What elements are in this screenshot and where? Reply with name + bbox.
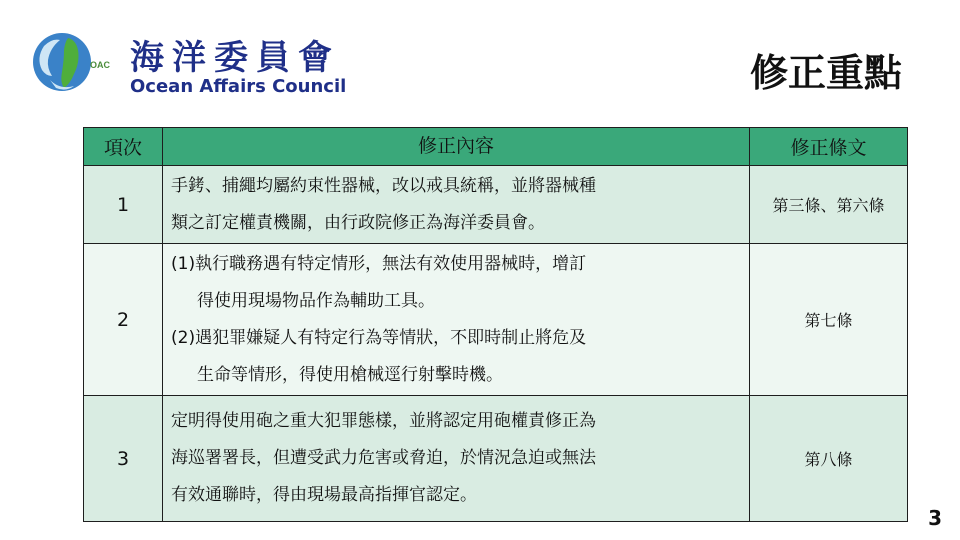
row-number: 2: [84, 244, 163, 396]
logo-english-name: Ocean Affairs Council: [130, 76, 347, 97]
content-line: 海巡署署長，但遭受武力危害或脅迫，於情況急迫或無法: [171, 448, 596, 468]
row-article: 第三條、第六條: [750, 166, 908, 244]
row-article: 第八條: [750, 396, 908, 522]
logo-chinese-name: 海洋委員會: [130, 38, 340, 78]
table-row: [84, 166, 908, 244]
row-number: 3: [84, 396, 163, 522]
header-content: 修正內容: [163, 128, 750, 166]
amendment-table: [83, 127, 908, 522]
content-line: 得使用現場物品作為輔助工具。: [197, 290, 435, 311]
content-line: (2)遇犯罪嫌疑人有特定行為等情狀，不即時制止將危及: [171, 327, 587, 348]
row-number: 1: [84, 166, 163, 244]
content-line: 生命等情形，得使用槍械逕行射擊時機。: [197, 364, 503, 385]
content-line: 類之訂定權責機關，由行政院修正為海洋委員會。: [171, 212, 545, 233]
content-line: 定明得使用砲之重大犯罪態樣，並將認定用砲權責修正為: [171, 411, 596, 431]
table-row: [84, 244, 908, 396]
page-number: 3: [928, 506, 942, 530]
row-article: 第七條: [750, 244, 908, 396]
page-title: 修正重點: [749, 51, 902, 95]
content-line: 有效通聯時，得由現場最高指揮官認定。: [171, 485, 477, 505]
table-header-row: [84, 128, 908, 166]
header-item-number: 項次: [84, 128, 163, 166]
logo: [30, 26, 347, 106]
row-content: [163, 396, 750, 522]
header-article: 修正條文: [750, 128, 908, 166]
row-content: [163, 244, 750, 396]
logo-abbreviation: OAC: [90, 60, 110, 70]
row-content: [163, 166, 750, 244]
content-line: (1)執行職務遇有特定情形，無法有效使用器械時，增訂: [171, 253, 587, 274]
table-row: [84, 396, 908, 522]
taiwan-globe-icon: [30, 30, 94, 94]
content-line: 手銬、捕繩均屬約束性器械，改以戒具統稱，並將器械種: [171, 175, 596, 196]
